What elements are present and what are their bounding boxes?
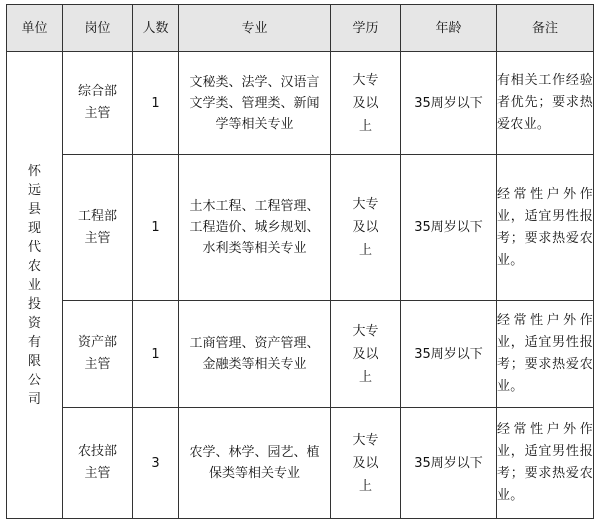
note-text: 经常性户外作业，适宜男性报考；要求热爱农业。 [497,186,593,268]
count-cell: 1 [133,301,179,408]
education-cell [331,52,401,155]
table-row [7,155,594,301]
age-cell: 35周岁以下 [401,155,497,301]
education-cell [331,155,401,301]
note-cell [497,301,594,408]
position-text: 农技部主管 [77,444,117,481]
unit-cell [7,52,63,519]
major-cell [179,301,331,408]
major-text: 土木工程、工程管理、工程造价、城乡规划、水利类等相关专业 [189,199,320,256]
note-text: 经常性户外作业，适宜男性报考；要求热爱农业。 [497,422,593,503]
count-cell: 1 [133,52,179,155]
major-cell [179,52,331,155]
position-text: 工程部主管 [77,208,117,246]
header-position: 岗位 [63,5,133,52]
position-text: 综合部主管 [77,84,117,121]
count-cell: 1 [133,155,179,301]
header-major: 专业 [179,5,331,52]
header-unit: 单位 [7,5,63,52]
education-cell [331,408,401,519]
header-count: 人数 [133,5,179,52]
header-age: 年龄 [401,5,497,52]
education-cell [331,301,401,408]
unit-name: 怀远县现代农业投资有限公司 [27,163,41,407]
table-row [7,52,594,155]
table-row [7,408,594,519]
recruitment-table [6,4,594,519]
position-cell [63,408,133,519]
position-text: 资产部主管 [77,335,117,372]
header-note: 备注 [497,5,594,52]
position-cell [63,155,133,301]
table-row [7,301,594,408]
count-cell: 3 [133,408,179,519]
education-text: 大专及以上 [352,197,379,258]
note-cell [497,155,594,301]
education-text: 大专及以上 [352,323,379,385]
age-cell: 35周岁以下 [401,408,497,519]
age-cell: 35周岁以下 [401,52,497,155]
education-text: 大专及以上 [352,432,379,494]
position-cell [63,301,133,408]
header-education: 学历 [331,5,401,52]
major-text: 农学、林学、园艺、植保类等相关专业 [189,445,320,481]
note-text: 有相关工作经验者优先；要求热爱农业。 [497,73,593,132]
note-cell [497,52,594,155]
major-cell [179,155,331,301]
major-cell [179,408,331,519]
major-text: 文秘类、法学、汉语言文学类、管理类、新闻学等相关专业 [189,74,320,132]
note-cell [497,408,594,519]
position-cell [63,52,133,155]
major-text: 工商管理、资产管理、金融类等相关专业 [189,336,320,372]
age-cell: 35周岁以下 [401,301,497,408]
header-row [7,5,594,52]
education-text: 大专及以上 [352,72,379,134]
note-text: 经常性户外作业，适宜男性报考；要求热爱农业。 [497,313,593,394]
